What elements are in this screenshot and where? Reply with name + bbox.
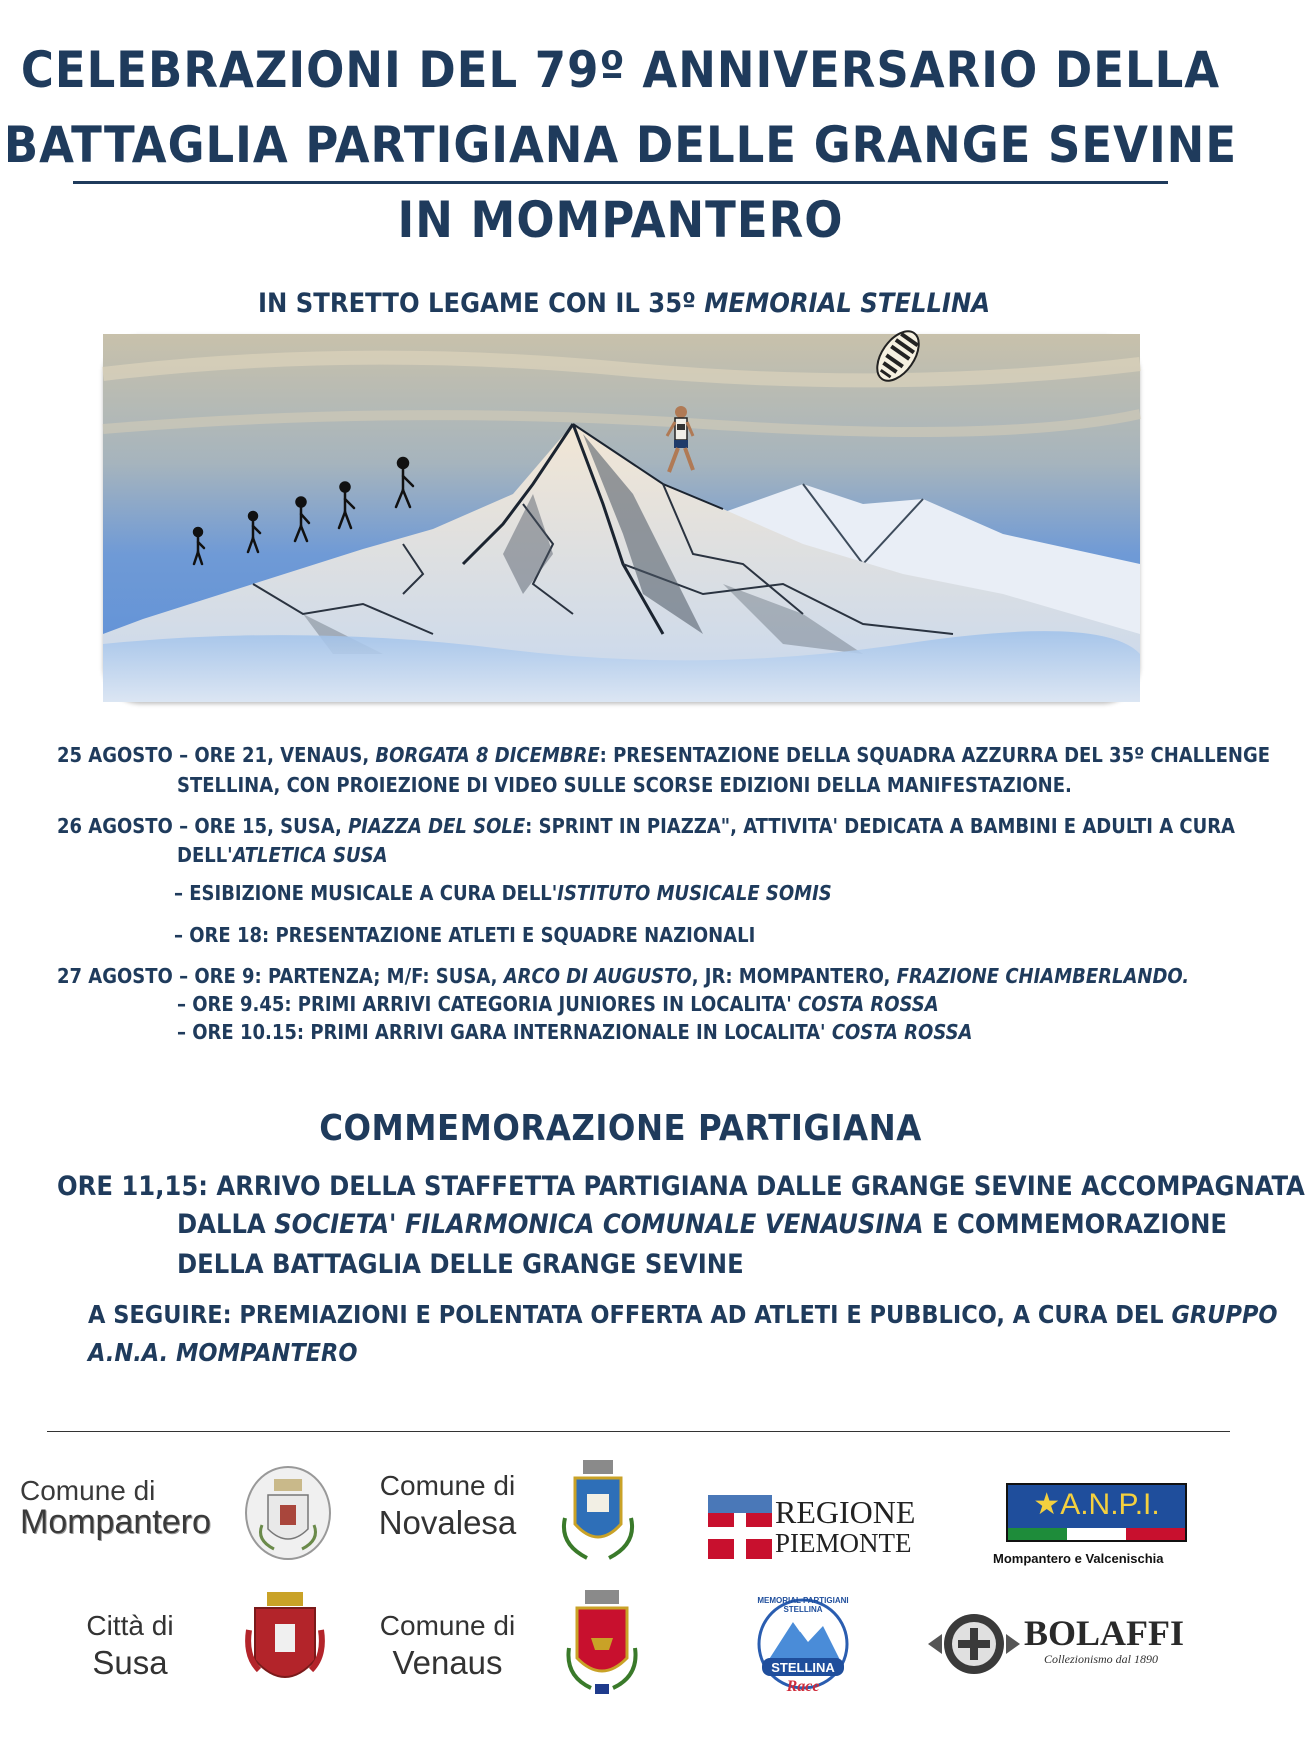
logo-susa-l2: Susa [92, 1644, 168, 1681]
organizer: ATLETICA SUSA [232, 843, 388, 867]
text: – ESIBIZIONE MUSICALE A CURA DELL' [174, 881, 558, 905]
text: : SPRINT IN PIAZZA", ATTIVITA' DEDICATA A BAMBINI E ADULTI A CURA [525, 814, 1235, 838]
subtitle-prefix: IN STRETTO LEGAME CON IL [258, 288, 649, 319]
anpi-flag-green [1008, 1528, 1067, 1540]
title-underline [73, 181, 1168, 184]
band-name: SOCIETA' FILARMONICA COMUNALE VENAUSINA [274, 1209, 924, 1240]
logo-bolaffi [1024, 1614, 1194, 1667]
anpi-subtitle: Mompantero e Valcenischia [993, 1551, 1164, 1566]
place: COSTA ROSSA [798, 992, 939, 1016]
bolaffi-subtitle: Collezionismo dal 1890 [1044, 1652, 1159, 1666]
regione-piemonte-flag-icon [708, 1495, 772, 1559]
stellina-name-text: STELLINA [771, 1660, 835, 1675]
schedule-25-line1 [57, 742, 1270, 768]
text: E COMMEMORAZIONE [923, 1209, 1228, 1240]
text: DALLA [177, 1209, 275, 1240]
text: A SEGUIRE: PREMIAZIONI E POLENTATA OFFERTA AD ATLETI E PUBBLICO, A CURA DEL [88, 1300, 1172, 1329]
text: – ORE 21, VENAUS, [172, 743, 376, 767]
follow-line1 [88, 1298, 1278, 1332]
bolaffi-name: BOLAFFI [1024, 1613, 1185, 1653]
anpi-flag-white [1067, 1528, 1126, 1540]
place: ARCO DI AUGUSTO [503, 964, 692, 988]
logo-regione [775, 1495, 915, 1557]
anpi-name [1008, 1487, 1185, 1522]
logo-susa-l1: Città di [86, 1610, 174, 1641]
text: – ORE 15, SUSA, [172, 814, 349, 838]
text: – ORE 10.15: PRIMI ARRIVI GARA INTERNAZIONALE IN LOCALITA' [177, 1020, 832, 1044]
organizer: ISTITUTO MUSICALE SOMIS [557, 881, 832, 905]
star-icon: ★ [1033, 1488, 1061, 1521]
place: COSTA ROSSA [831, 1020, 973, 1044]
logo-mompantero [20, 1475, 240, 1542]
logo-venaus-l2: Venaus [392, 1644, 503, 1681]
subtitle-emph: MEMORIAL STELLINA [704, 288, 991, 319]
group: A.N.A. MOMPANTERO [88, 1338, 358, 1367]
text: DELL' [177, 843, 233, 867]
title-line-3: IN MOMPANTERO [397, 191, 844, 249]
venaus-crest-icon [561, 1588, 643, 1698]
text: : PRESENTAZIONE DELLA SQUADRA AZZURRA DEL 35º CHALLENGE [599, 743, 1271, 767]
logo-venaus [365, 1610, 530, 1682]
commemoration-line1: ORE 11,15: ARRIVO DELLA STAFFETTA PARTIGIANA DALLE GRANGE SEVINE ACCOMPAGNATA [57, 1171, 1305, 1202]
commemoration-heading: COMMEMORAZIONE PARTIGIANA [319, 1108, 922, 1149]
group: GRUPPO [1171, 1300, 1278, 1329]
text: , JR: MOMPANTERO, [691, 964, 897, 988]
anpi-flag-red [1126, 1528, 1185, 1540]
stellina-race-text: Race [786, 1678, 820, 1695]
schedule-26-sub2: – ORE 18: PRESENTAZIONE ATLETI E SQUADRE NAZIONALI [174, 923, 756, 947]
schedule-27-line1 [57, 963, 1189, 989]
bolaffi-emblem-icon [926, 1612, 1022, 1676]
title-line-2: BATTAGLIA PARTIGIANA DELLE GRANGE SEVINE [3, 116, 1238, 174]
text: – ORE 9.45: PRIMI ARRIVI CATEGORIA JUNIORES IN LOCALITA' [177, 992, 799, 1016]
place: PIAZZA DEL SOLE [348, 814, 526, 838]
subtitle-number: 35º [648, 288, 705, 319]
schedule-27-sub1 [177, 991, 939, 1017]
logo-novalesa-l2: Novalesa [378, 1504, 517, 1541]
hero-illustration [103, 334, 1140, 702]
stellina-race-logo [748, 1592, 858, 1702]
mompantero-crest-icon [244, 1465, 332, 1561]
text: – ORE 9: PARTENZA; M/F: SUSA, [172, 964, 504, 988]
logo-venaus-l1: Comune di [379, 1610, 516, 1641]
stellina-top-text: MEMORIAL PARTIGIANI STELLINA [757, 1596, 849, 1614]
day-label: 26 AGOSTO [57, 814, 173, 838]
logo-mompantero-l1: Comune di [20, 1475, 156, 1506]
susa-crest-icon [245, 1590, 325, 1696]
schedule-26-line1 [57, 813, 1235, 839]
logo-regione-l2: PIEMONTE [775, 1528, 912, 1558]
schedule-26-line2 [177, 842, 388, 868]
anpi-logo [1006, 1483, 1187, 1542]
anpi-name-text: A.N.P.I. [1060, 1488, 1160, 1521]
novalesa-crest-icon [551, 1458, 645, 1568]
schedule-27-sub2 [177, 1019, 972, 1045]
logo-mompantero-l2: Mompantero [20, 1503, 211, 1541]
schedule-25-line2: STELLINA, CON PROIEZIONE DI VIDEO SULLE SCORSE EDIZIONI DELLA MANIFESTAZIONE. [177, 773, 1072, 797]
follow-line2 [88, 1336, 357, 1370]
place: BORGATA 8 DICEMBRE [375, 743, 600, 767]
commemoration-line3: DELLA BATTAGLIA DELLE GRANGE SEVINE [177, 1249, 744, 1280]
logo-novalesa-l1: Comune di [379, 1470, 516, 1501]
title-line-1: CELEBRAZIONI DEL 79º ANNIVERSARIO DELLA [20, 41, 1221, 99]
day-label: 25 AGOSTO [57, 743, 173, 767]
subtitle [258, 288, 990, 319]
logo-susa [50, 1610, 210, 1682]
logo-regione-l1: REGIONE [775, 1494, 916, 1530]
place: FRAZIONE CHIAMBERLANDO. [896, 964, 1190, 988]
day-label: 27 AGOSTO [57, 964, 173, 988]
logo-novalesa [365, 1470, 530, 1542]
commemoration-line2 [177, 1208, 1227, 1242]
schedule-26-sub1 [174, 880, 832, 906]
divider [47, 1431, 1230, 1432]
